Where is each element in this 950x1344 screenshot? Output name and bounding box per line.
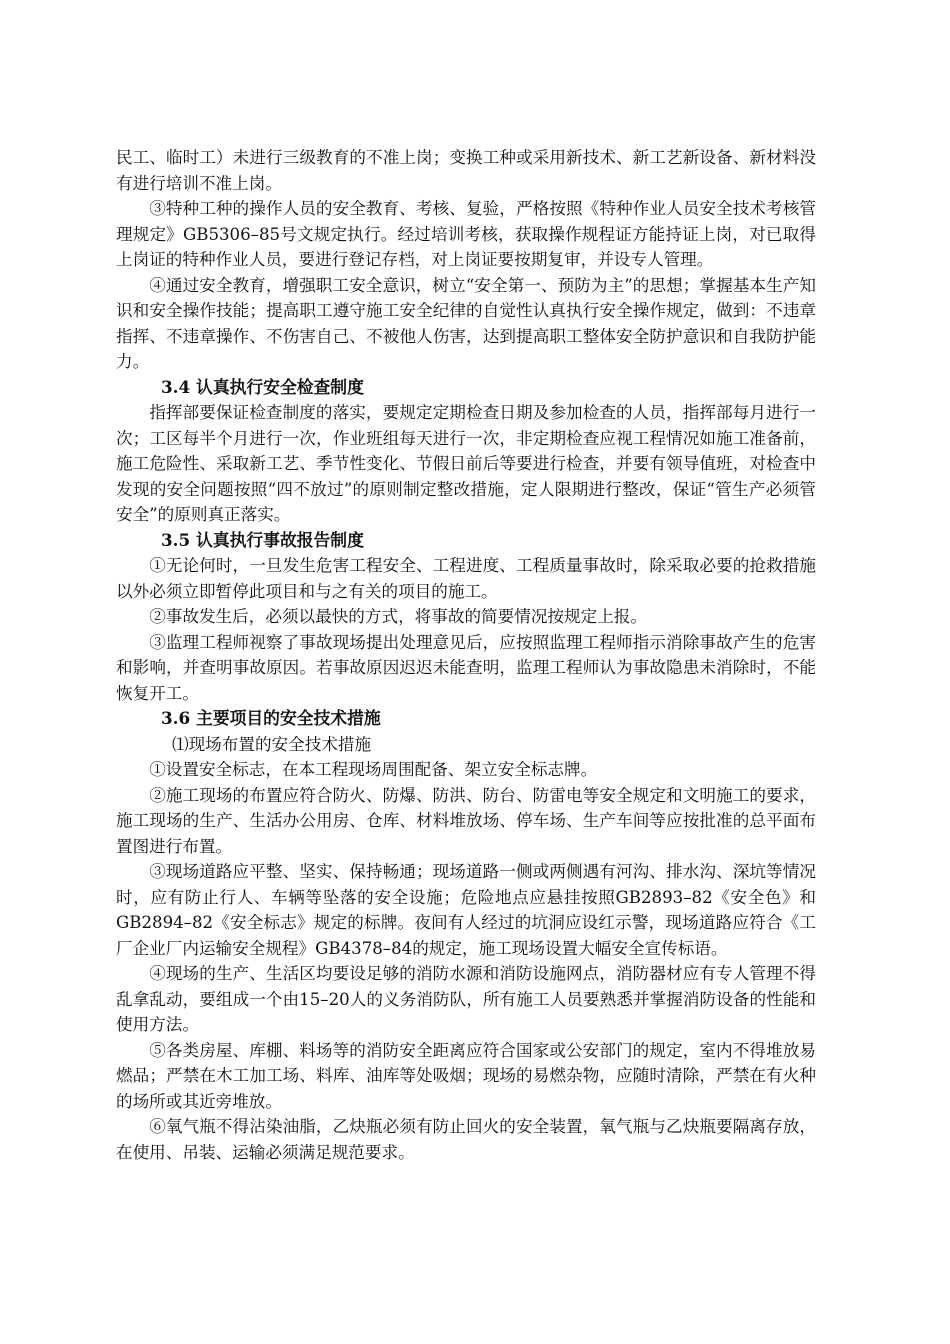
- paragraph-accident-2: ②事故发生后，必须以最快的方式，将事故的简要情况按规定上报。: [149, 607, 647, 626]
- section-heading-3-5: 3.5 认真执行事故报告制度: [161, 529, 364, 550]
- paragraph-site-5: ⑤各类房屋、库棚、料场等的消防安全距离应符合国家或公安部门的规定，室内不得堆放易燃品；严禁在木工加工场、料库、油库等处吸烟；现场的易燃杂物，应随时清除，严禁在有火种的场所或其近旁堆放。: [116, 1040, 816, 1111]
- paragraph-site-6: ⑥氧气瓶不得沾染油脂，乙炔瓶必须有防止回火的安全装置，氧气瓶与乙炔瓶要隔离存放，在使用、吊装、运输必须满足规范要求。: [116, 1117, 816, 1162]
- paragraph-inspection: 指挥部要保证检查制度的落实，要规定定期检查日期及参加检查的人员，指挥部每月进行一次；工区每半个月进行一次，作业班组每天进行一次，非定期检查应视工程情况如施工准备前，施工危险性、采取新工艺、季节性变化、节假日前后等要进行检查，并要有领导值班，对检查中发现的安全问题按照“四不放过”的原则制定整改措施，定人限期进行整改，保证“管生产必须管安全”的原则真正落实。: [116, 403, 816, 524]
- paragraph-accident-3: ③监理工程师视察了事故现场提出处理意见后，应按照监理工程师指示消除事故产生的危害和影响，并查明事故原因。若事故原因迟迟未能查明，监理工程师认为事故隐患未消除时，不能恢复开工。: [116, 632, 816, 703]
- paragraph-site-4: ④现场的生产、生活区均要设足够的消防水源和消防设施网点，消防器材应有专人管理不得乱拿乱动，要组成一个由15–20人的义务消防队，所有施工人员要熟悉并掌握消防设备的性能和使用方法。: [116, 964, 816, 1034]
- paragraph-accident-1: ①无论何时，一旦发生危害工程安全、工程进度、工程质量事故时，除采取必要的抢救措施以外必须立即暂停此项目和与之有关的项目的施工。: [116, 556, 816, 601]
- subsection-site-layout: ⑴现场布置的安全技术措施: [172, 734, 372, 754]
- paragraph-safety-education: ④通过安全教育，增强职工安全意识，树立“安全第一、预防为主”的思想；掌握基本生产知识和安全操作技能；提高职工遵守施工安全纪律的自觉性认真执行安全操作规定，做到：不违章指挥、不违章操作、不伤害自己、不被他人伤害，达到提高职工整体安全防护意识和自我防护能力。: [116, 275, 816, 371]
- paragraph-site-3: ③现场道路应平整、坚实、保持畅通；现场道路一侧或两侧遇有河沟、排水沟、深坑等情况时，应有防止行人、车辆等坠落的安全设施；危险地点应悬挂按照GB2893–82《安全色》和GB2894–82《安全标志》规定的标牌。夜间有人经过的坑洞应设红示警，现场道路应符合《工厂企业厂内运输安全规程》GB4378–84的规定，施工现场设置大幅安全宣传标语。: [116, 862, 816, 958]
- section-heading-3-4: 3.4 认真执行安全检查制度: [161, 376, 364, 397]
- section-heading-3-6: 3.6 主要项目的安全技术措施: [161, 708, 381, 728]
- document-page: [116, 145, 816, 1165]
- paragraph-special-workers: ③特种工种的操作人员的安全教育、考核、复验，严格按照《特种作业人员安全技术考核管理规定》GB5306–85号文规定执行。经过培训考核，获取操作规程证方能持证上岗，对已取得上岗证的特种作业人员，要进行登记存档，对上岗证要按期复审，并设专人管理。: [116, 199, 816, 269]
- paragraph-site-1: ①设置安全标志，在本工程现场周围配备、架立安全标志牌。: [149, 760, 598, 779]
- paragraph-site-2: ②施工现场的布置应符合防火、防爆、防洪、防台、防雷电等安全规定和文明施工的要求，施工现场的生产、生活办公用房、仓库、材料堆放场、停车场、生产车间等应按批准的总平面布置图进行布置。: [116, 785, 816, 856]
- paragraph-training: 民工、临时工）未进行三级教育的不准上岗；变换工种或采用新技术、新工艺新设备、新材料没有进行培训不准上岗。: [116, 148, 816, 193]
